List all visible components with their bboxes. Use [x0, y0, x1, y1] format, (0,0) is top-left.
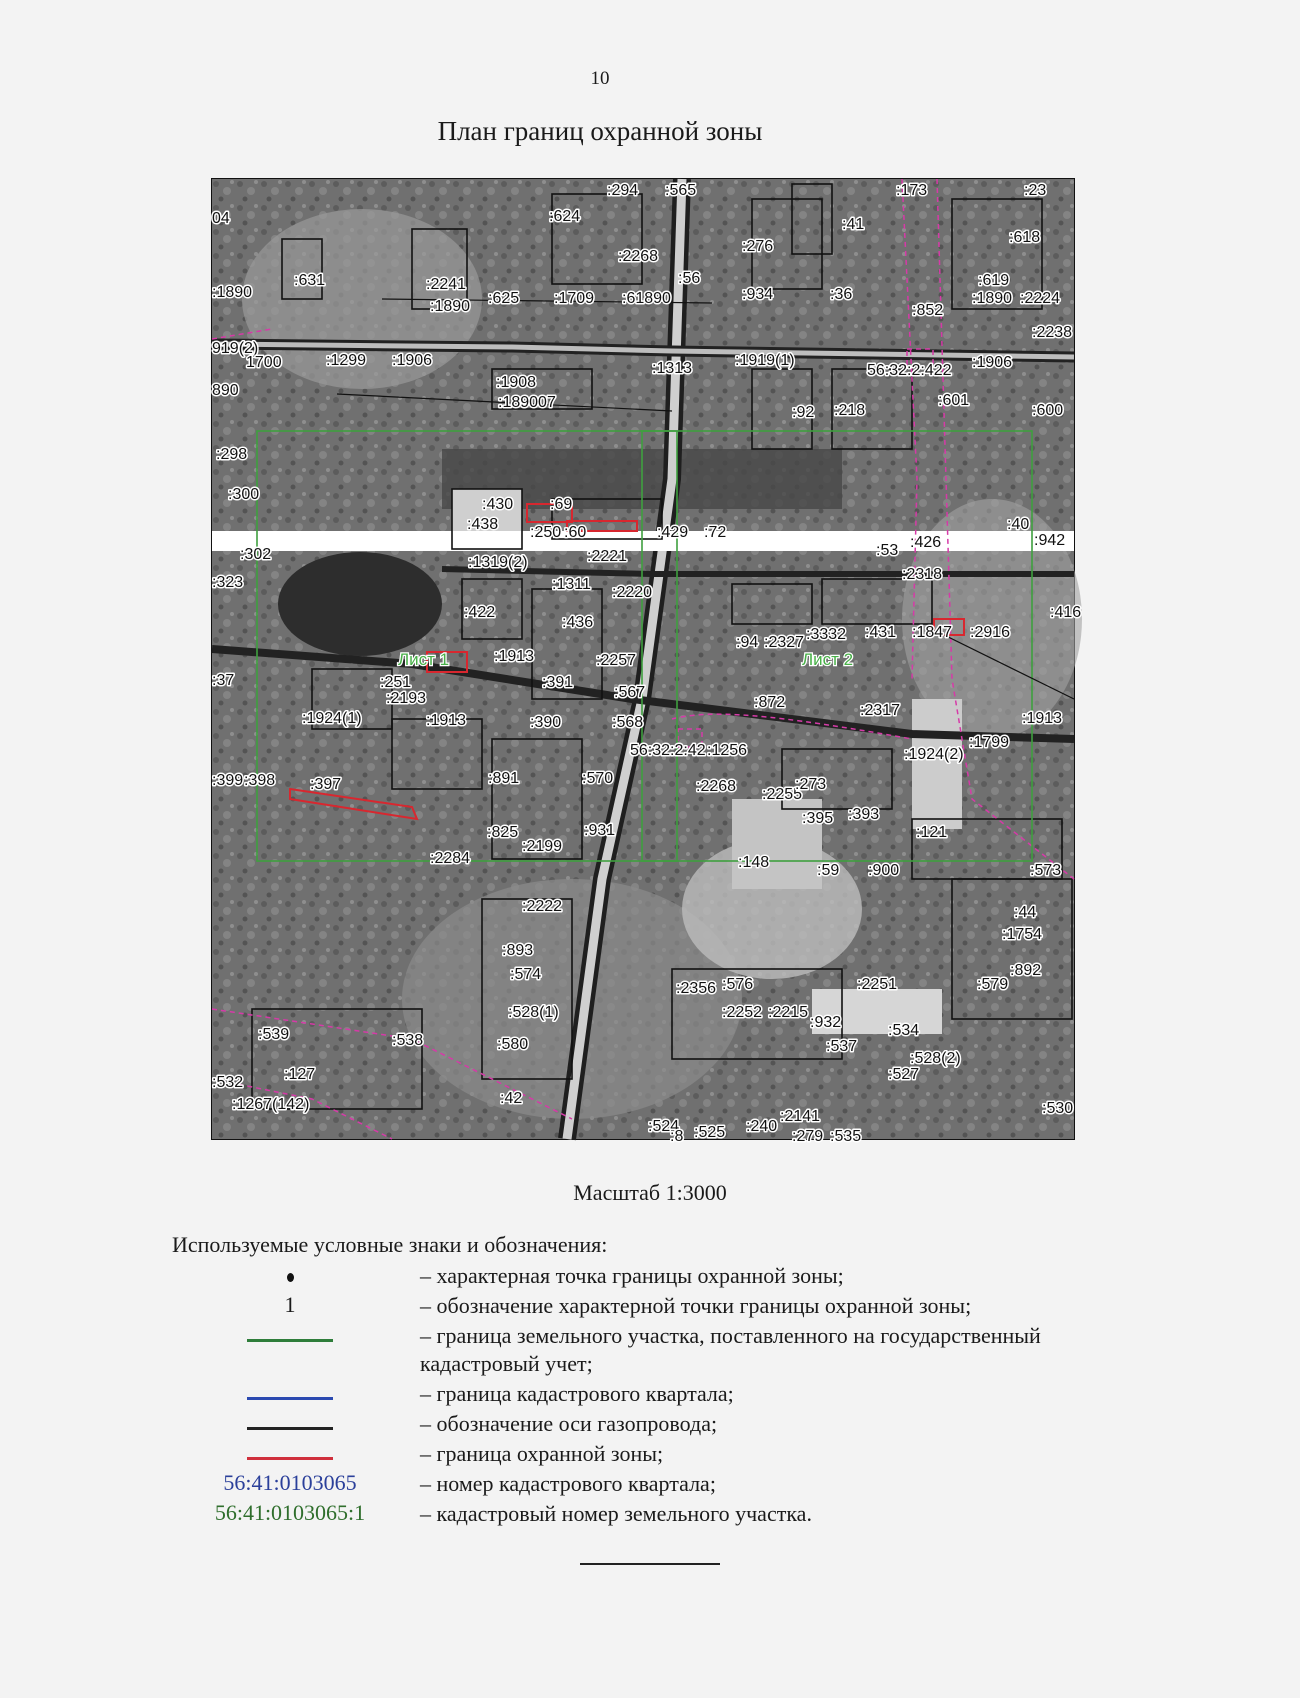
legend-text-symbol: 56:41:0103065:1: [214, 1500, 366, 1525]
parcel-label: :528(1): [508, 1004, 559, 1021]
parcel-label: :525: [694, 1124, 726, 1141]
parcel-label: :2317: [860, 702, 901, 719]
parcel-label: :1799: [969, 734, 1010, 751]
parcel-label: :565: [665, 182, 697, 199]
legend-line-symbol: [180, 1322, 400, 1348]
parcel-label: :534: [888, 1022, 920, 1039]
legend-description: – граница охранной зоны;: [420, 1441, 664, 1466]
parcel-label: :148: [738, 854, 770, 871]
legend-row: [180, 1500, 1140, 1528]
sheet-1-label: Лист 1: [398, 650, 450, 669]
parcel-label: :573: [1030, 862, 1062, 879]
parcel-label: :250: [530, 524, 562, 541]
parcel-label: :431: [865, 624, 897, 641]
parcel-label: :1256: [707, 742, 748, 759]
parcel-label: :1267(142): [232, 1096, 310, 1113]
parcel-label: :2268: [696, 778, 737, 795]
legend-point-symbol: [180, 1262, 400, 1288]
parcel-label: :436: [562, 614, 594, 631]
parcel-label: :530: [1042, 1100, 1074, 1117]
legend-description: – обозначение оси газопровода;: [420, 1411, 718, 1436]
parcel-label: :60: [564, 524, 587, 541]
legend-row: [180, 1292, 1140, 1320]
parcel-label: :892: [1010, 962, 1042, 979]
parcel-label: :438: [467, 516, 499, 533]
legend-row: [180, 1440, 1140, 1468]
parcel-label: :2141: [780, 1108, 821, 1125]
point-dot-icon: [287, 1273, 294, 1282]
parcel-label: :893: [502, 942, 534, 959]
parcel-label: :942: [1034, 532, 1066, 549]
legend-description: – номер кадастрового квартала;: [420, 1471, 716, 1496]
legend-text-symbol: 56:41:0103065: [223, 1470, 357, 1495]
legend-title: Используемые условные знаки и обозначения:: [172, 1232, 608, 1257]
parcel-label: :430: [482, 496, 514, 513]
parcel-label: :2193: [386, 690, 427, 707]
parcel-label: :1311: [552, 576, 591, 593]
parcel-label: :127: [284, 1066, 316, 1083]
page-number: 10: [590, 68, 610, 89]
parcel-label: :37: [212, 672, 235, 689]
parcel-label: :391: [542, 674, 574, 691]
parcel-label: :538: [392, 1032, 424, 1049]
parcel-label: :2221: [587, 548, 628, 565]
parcel-label: :2251: [857, 976, 898, 993]
parcel-label: :426: [910, 534, 942, 551]
parcel-label: :2257: [596, 652, 637, 669]
parcel-label: :2241: [426, 276, 467, 293]
line-swatch-icon: [247, 1397, 333, 1400]
parcel-label: :395: [802, 810, 834, 827]
parcel-label: 919(2): [212, 340, 259, 357]
parcel-label: :1319(2): [468, 554, 528, 571]
parcel-label: :276: [742, 238, 774, 255]
parcel-label: 56:32:2:42: [630, 742, 706, 759]
parcel-label: :240: [746, 1118, 778, 1135]
legend-row: [180, 1262, 1140, 1290]
parcel-label: :1299: [326, 352, 367, 369]
parcel-label: :1924(2): [904, 746, 964, 763]
page-title: План границ охранной зоны: [437, 116, 763, 146]
parcel-label: :53: [876, 542, 899, 559]
parcel-label: :2220: [612, 584, 653, 601]
legend-row: [180, 1322, 1140, 1378]
line-swatch-icon: [247, 1457, 333, 1460]
parcel-label: :2356: [676, 980, 717, 997]
parcel-label: :2327: [764, 634, 805, 651]
parcel-label: :568: [612, 714, 644, 731]
parcel-label: :61890: [622, 290, 671, 307]
parcel-label: :576: [722, 976, 754, 993]
parcel-label: :273: [795, 776, 827, 793]
parcel-label: :279: [792, 1128, 824, 1145]
parcel-label: :1924(1): [302, 710, 362, 727]
legend-line-symbol: [180, 1380, 400, 1406]
parcel-label: :3332: [806, 626, 847, 643]
legend-description: – кадастровый номер земельного участка.: [420, 1501, 812, 1526]
parcel-label: :398: [244, 772, 276, 789]
parcel-label: :1709: [554, 290, 595, 307]
parcel-label: :2224: [1020, 290, 1061, 307]
parcel-label: :619: [978, 272, 1010, 289]
parcel-label: :36: [830, 286, 853, 303]
parcel-label: 04: [212, 210, 230, 227]
legend-text-symbol: 1: [284, 1292, 296, 1317]
parcel-label: :567: [614, 684, 646, 701]
parcel-label: :524: [648, 1118, 680, 1135]
parcel-label: :1906: [972, 354, 1013, 371]
scale-caption: Масштаб 1:3000: [573, 1180, 727, 1205]
legend-line-symbol: [180, 1410, 400, 1436]
legend: [180, 1262, 1140, 1530]
parcel-label: :537: [826, 1038, 858, 1055]
parcel-label: 1700: [246, 354, 282, 371]
legend-description: – обозначение характерной точки границы охранной зоны;: [420, 1293, 972, 1318]
parcel-label: :173: [896, 182, 928, 199]
parcel-label: 56:32:2:422: [867, 362, 952, 379]
parcel-label: :1919(1): [735, 352, 795, 369]
parcel-label: :631: [294, 272, 326, 289]
legend-description: – граница земельного участка, поставленного на государственный кадастровый учет;: [420, 1323, 1041, 1376]
parcel-label: :302: [240, 546, 272, 563]
parcel-label: :23: [1024, 182, 1047, 199]
parcel-label: :2238: [1032, 324, 1073, 341]
legend-row: [180, 1470, 1140, 1498]
legend-row: [180, 1410, 1140, 1438]
parcel-label: :429: [657, 524, 689, 541]
parcel-label: :625: [488, 290, 520, 307]
parcel-label: :2916: [970, 624, 1011, 641]
parcel-label: :2284: [430, 850, 471, 867]
parcel-label: :1908: [496, 374, 537, 391]
parcel-label: :2215: [768, 1004, 809, 1021]
legend-row: [180, 1380, 1140, 1408]
parcel-label: :1754: [1002, 926, 1043, 943]
parcel-label: :2255: [762, 786, 803, 803]
parcel-label: :579: [977, 976, 1009, 993]
parcel-label: :872: [754, 694, 786, 711]
parcel-label: :44: [1014, 904, 1037, 921]
parcel-label: :570: [582, 770, 614, 787]
parcel-label: :298: [216, 446, 248, 463]
parcel-label: :535: [830, 1128, 862, 1145]
parcel-label: :825: [487, 824, 519, 841]
parcel-label: :1906: [392, 352, 433, 369]
parcel-label: :601: [938, 392, 970, 409]
line-swatch-icon: [247, 1427, 333, 1430]
parcel-label: :251: [380, 674, 412, 691]
parcel-label: :416: [1050, 604, 1082, 621]
parcel-label: :532: [212, 1074, 244, 1091]
parcel-label: :92: [792, 404, 815, 421]
parcel-label: :600: [1032, 402, 1064, 419]
parcel-label: :294: [607, 182, 639, 199]
parcel-label: :2318: [902, 566, 943, 583]
parcel-label: 890: [212, 382, 239, 399]
sheet-2-label: Лист 2: [802, 650, 854, 669]
parcel-label: :397: [310, 776, 342, 793]
parcel-label: :69: [550, 496, 573, 513]
parcel-label: :2252: [722, 1004, 763, 1021]
parcel-label: :618: [1009, 229, 1041, 246]
map-canvas: [212, 179, 1082, 1145]
parcel-label: :574: [510, 966, 542, 983]
parcel-label: :934: [742, 286, 774, 303]
parcel-label: :323: [212, 574, 244, 591]
parcel-label: :2199: [522, 838, 563, 855]
parcel-label: :624: [549, 208, 581, 225]
parcel-label: :1890: [212, 284, 253, 301]
parcel-label: :8: [670, 1128, 684, 1145]
parcel-label: :1913: [494, 648, 535, 665]
parcel-label: :1847: [912, 624, 953, 641]
legend-line-symbol: [180, 1440, 400, 1466]
parcel-label: :56: [678, 270, 701, 287]
parcel-label: :1913: [1022, 710, 1063, 727]
parcel-label: :189007: [498, 394, 556, 411]
parcel-label: :931: [584, 822, 616, 839]
parcel-label: :539: [258, 1026, 290, 1043]
parcel-label: :41: [842, 216, 865, 233]
parcel-label: :218: [834, 402, 866, 419]
parcel-label: :900: [868, 862, 900, 879]
parcel-label: :1913: [426, 712, 467, 729]
parcel-label: :390: [530, 714, 562, 731]
line-swatch-icon: [247, 1339, 333, 1342]
aerial-map: [211, 178, 1082, 1145]
parcel-label: :527: [888, 1066, 920, 1083]
parcel-label: :2268: [618, 248, 659, 265]
parcel-label: :2222: [522, 898, 563, 915]
parcel-label: :852: [912, 302, 944, 319]
parcel-label: :72: [704, 524, 727, 541]
parcel-label: :94: [736, 634, 759, 651]
legend-description: – характерная точка границы охранной зоны;: [420, 1263, 844, 1288]
footer-rule: [580, 1563, 720, 1565]
parcel-label: :1890: [972, 290, 1013, 307]
parcel-label: :121: [916, 824, 948, 841]
parcel-label: :40: [1007, 516, 1030, 533]
legend-description: – граница кадастрового квартала;: [420, 1381, 734, 1406]
parcel-label: :1313: [652, 360, 693, 377]
parcel-label: :422: [464, 604, 496, 621]
parcel-label: :580: [497, 1036, 529, 1053]
parcel-label: :932: [810, 1014, 842, 1031]
parcel-label: :891: [488, 770, 520, 787]
parcel-label: :393: [848, 806, 880, 823]
parcel-label: :42: [500, 1090, 523, 1107]
parcel-label: :528(2): [910, 1050, 961, 1067]
parcel-label: :300: [228, 486, 260, 503]
parcel-label: :59: [817, 862, 840, 879]
parcel-label: :399: [212, 772, 244, 789]
parcel-label: :1890: [430, 298, 471, 315]
